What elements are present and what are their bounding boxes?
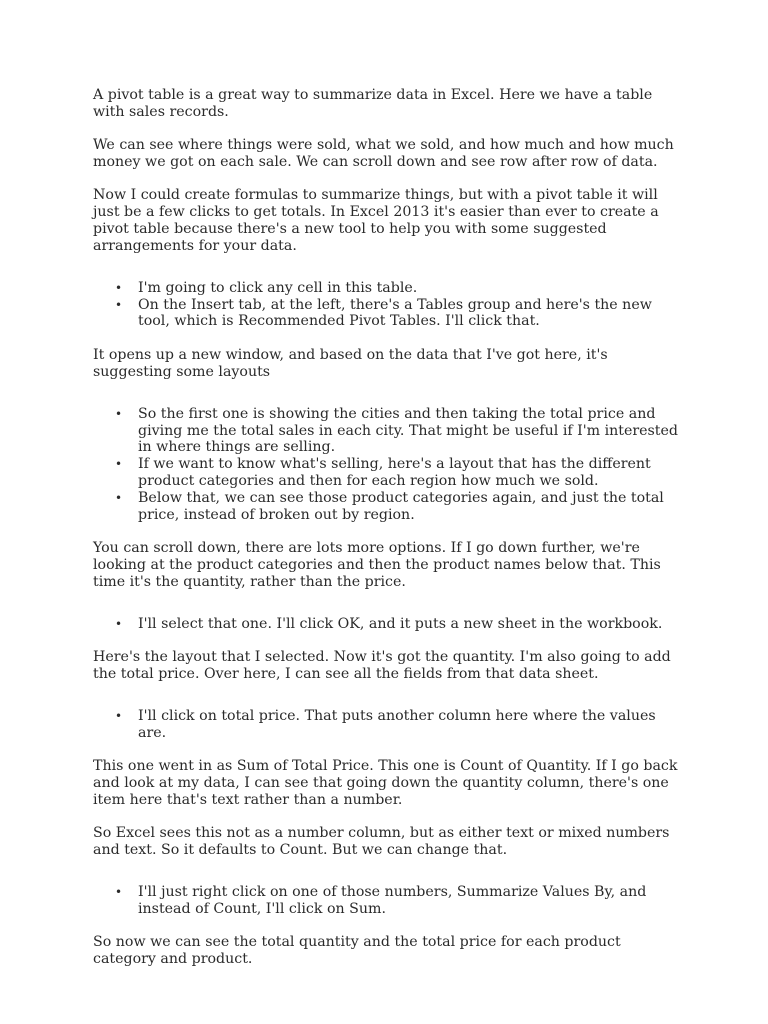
list-item: [93, 616, 688, 633]
list-item-text: If we want to know what's selling, here's a layout that has the different product categories and then for each region how much we sold.: [138, 456, 651, 490]
bullet-icon: •: [115, 490, 123, 505]
list-item-text: I'll select that one. I'll click OK, and it puts a new sheet in the workbook.: [138, 615, 663, 632]
bullet-list: [93, 699, 688, 742]
paragraph: We can see where things were sold, what we sold, and how much and how much money we got on each sale. We can scroll down and see row after row of data.: [93, 137, 674, 170]
list-item-text: So the first one is showing the cities and then taking the total price and giving me the total sales in each city. That might be useful if I'm interested in where things are selling.: [138, 405, 678, 456]
list-item-text: On the Insert tab, at the left, there's a Tables group and here's the new tool, which is Recommended Pivot Tables. I'll click that.: [138, 296, 652, 330]
bullet-icon: •: [115, 297, 123, 312]
list-item: [93, 406, 688, 456]
bullet-list: [93, 607, 688, 633]
list-item: [93, 297, 688, 331]
list-item-text: I'll click on total price. That puts another column here where the values are.: [138, 708, 656, 742]
paragraph: It opens up a new window, and based on the data that I've got here, it's suggesting some layouts: [93, 346, 608, 380]
bullet-list: [93, 271, 688, 330]
bullet-icon: •: [115, 709, 123, 724]
bullet-icon: •: [115, 280, 123, 295]
list-item: [93, 708, 688, 742]
list-item: [93, 456, 688, 490]
list-item: [93, 280, 688, 297]
paragraph: So Excel sees this not as a number column, but as either text or mixed numbers and text. So it defaults to Count. But we can change that.: [93, 825, 670, 858]
paragraph: You can scroll down, there are lots more options. If I go down further, we're looking at the product categories and then the product names below that. This time it's the quantity, rather than the price.: [93, 539, 661, 590]
list-item-text: I'll just right click on one of those numbers, Summarize Values By, and instead of Count, I'll click on Sum.: [138, 884, 647, 918]
paragraph: Now I could create formulas to summarize things, but with a pivot table it will just be a few clicks to get totals. In Excel 2013 it's easier than ever to create a pivot table because there's a new tool to help you with some suggested arrangements for your data.: [93, 187, 659, 254]
paragraph: Here's the layout that I selected. Now it's got the quantity. I'm also going to add the total price. Over here, I can see all the fields from that data sheet.: [93, 649, 671, 682]
list-item-text: I'm going to click any cell in this table.: [138, 279, 418, 296]
paragraph: A pivot table is a great way to summarize data in Excel. Here we have a table with sales records.: [93, 87, 653, 120]
bullet-list: [93, 397, 688, 524]
paragraph: This one went in as Sum of Total Price. This one is Count of Quantity. If I go back and look at my data, I can see that going down the quantity column, there's one item here that's text rather than a number.: [93, 758, 678, 808]
list-item: [93, 490, 688, 524]
paragraph: So now we can see the total quantity and the total price for each product category and product.: [93, 934, 621, 968]
bullet-icon: •: [115, 406, 123, 421]
list-item-text: Below that, we can see those product categories again, and just the total price, instead of broken out by region.: [138, 489, 664, 523]
bullet-icon: •: [115, 457, 123, 472]
list-item: [93, 884, 688, 918]
bullet-icon: •: [115, 885, 123, 900]
bullet-icon: •: [115, 616, 123, 631]
bullet-list: [93, 875, 688, 918]
